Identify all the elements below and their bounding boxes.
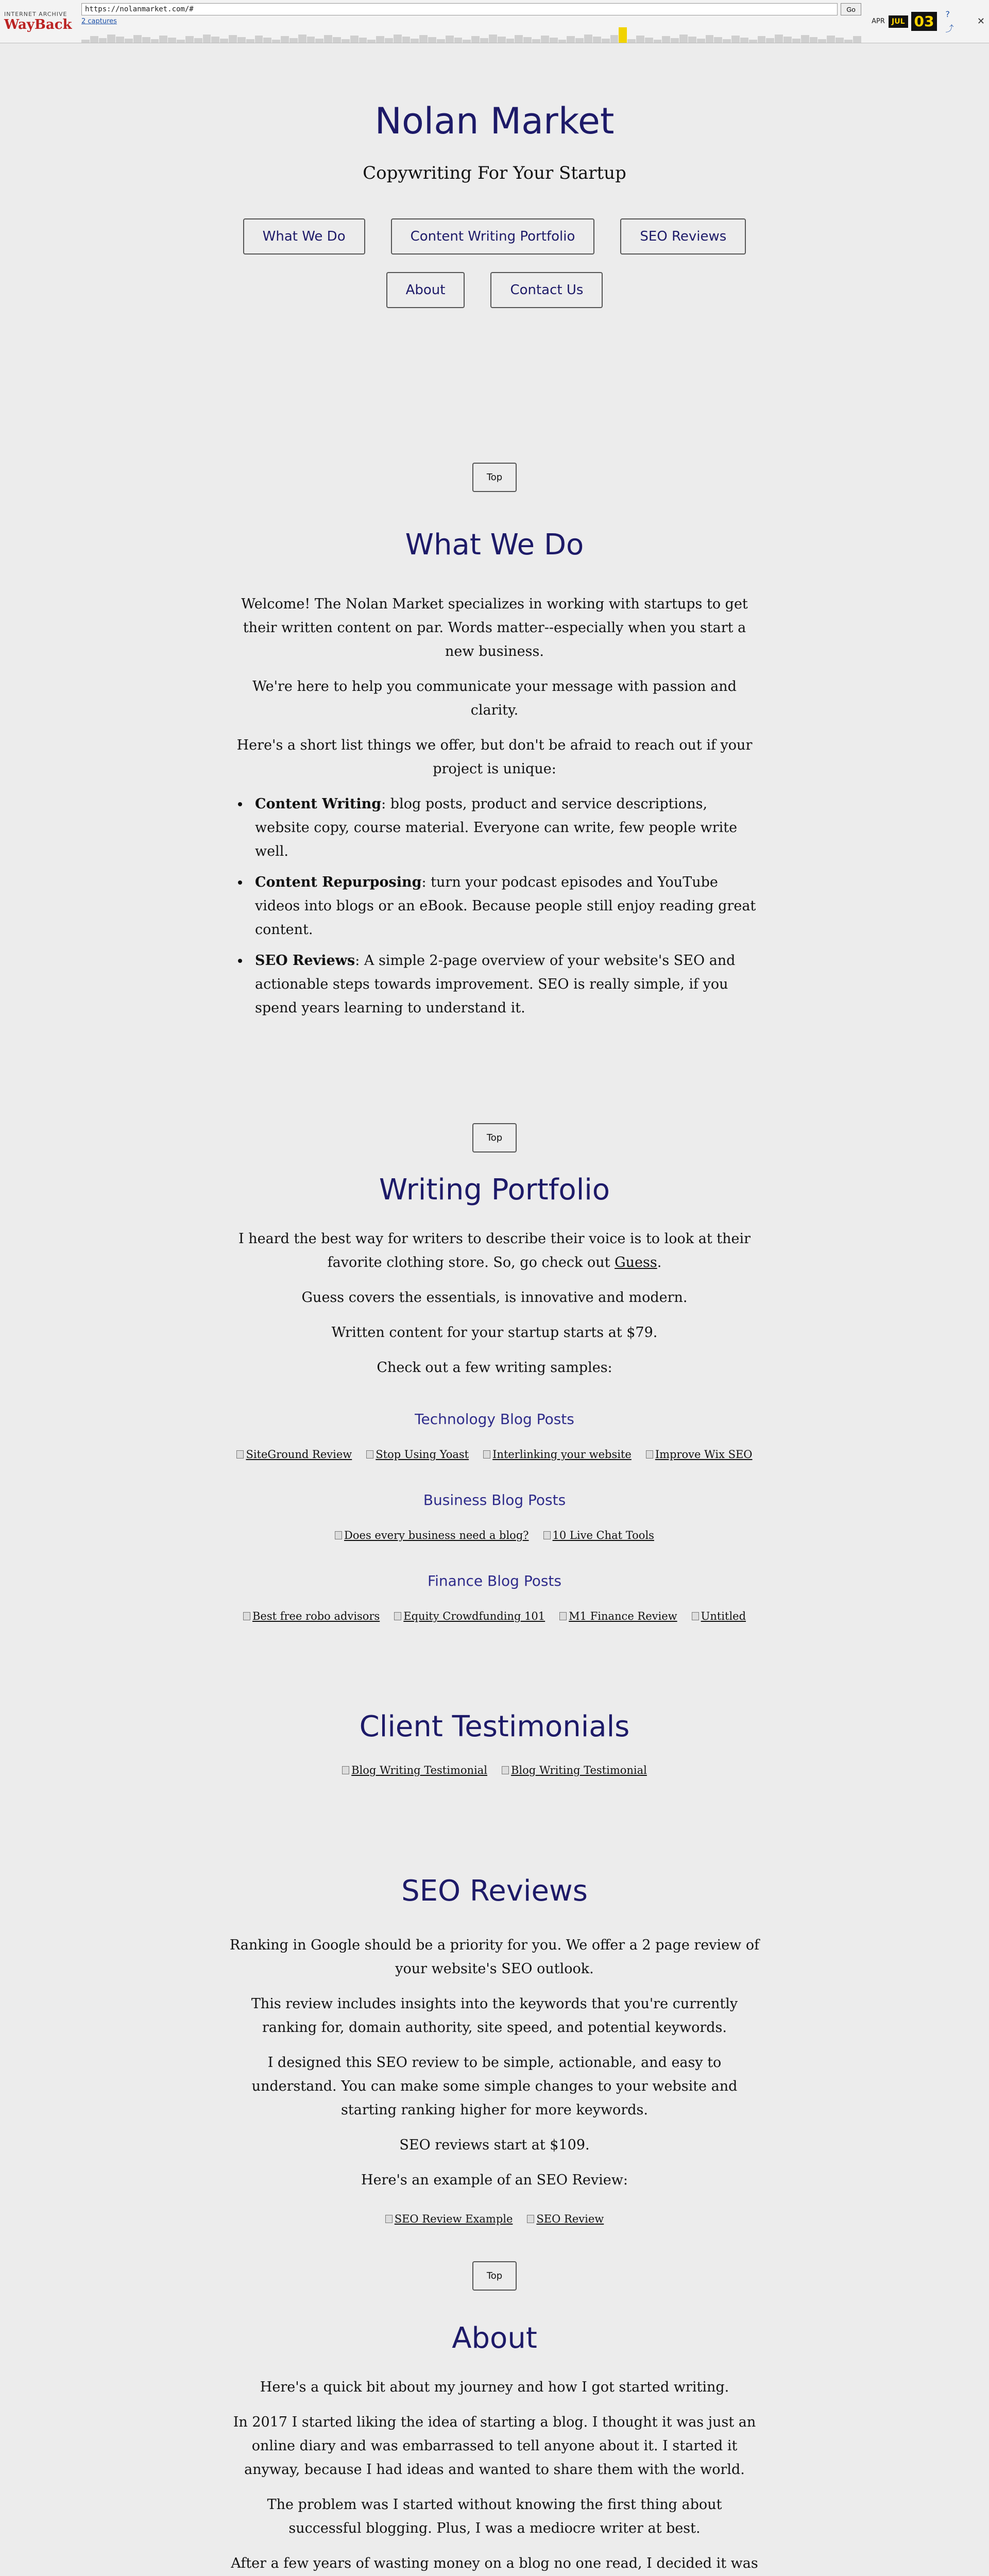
capture-bar [99,38,107,43]
broken-image-icon [502,1766,509,1774]
capture-bar [575,38,584,43]
capture-bar [211,37,219,43]
nav-about[interactable]: About [386,272,465,308]
capture-bar [367,40,376,43]
fin-post-link[interactable] [394,1610,545,1622]
capture-bar [342,39,350,43]
broken-image-icon [394,1612,401,1620]
capture-bar [255,36,263,43]
wayback-logo[interactable] [0,0,77,43]
tech-posts-title: Technology Blog Posts [415,1411,574,1428]
seo-p1: Ranking in Google should be a priority for you. We offer a 2 page review of your website's SEO outlook. [229,1937,760,1977]
capture-bar [636,36,644,43]
fin-post-alt: M1 Finance Review [569,1610,677,1622]
biz-post-alt: 10 Live Chat Tools [552,1529,654,1541]
capture-bar [437,39,445,43]
portfolio-p2: Guess covers the essentials, is innovative and modern. [301,1290,688,1306]
list-item [250,949,760,1020]
testimonials-title: Client Testimonials [359,1710,630,1743]
capture-bar [263,38,271,43]
testimonials-row [229,1764,760,1776]
service-name: Content Writing [255,796,382,812]
seo-p5: Here's an example of an SEO Review: [361,2172,628,2188]
capture-bar [394,35,402,43]
tech-post-alt: SiteGround Review [246,1448,352,1461]
what-we-do-p3: Here's a short list things we offer, but don't be afraid to reach out if your project is unique: [236,737,753,777]
wayback-url-input[interactable] [81,3,838,15]
service-name: Content Repurposing [255,874,422,890]
portfolio-p4: Check out a few writing samples: [377,1360,612,1376]
broken-image-icon [243,1612,250,1620]
broken-image-icon [527,2215,534,2223]
about-p: After a few years of wasting money on a blog no one read, I decided it was [231,2555,758,2571]
nav-row-1 [229,218,760,255]
capture-bar [506,39,515,43]
capture-bar [402,37,411,43]
broken-image-icon [543,1531,551,1539]
capture-bar [177,40,185,43]
fin-post-link[interactable] [692,1610,746,1622]
broken-image-icon [236,1450,244,1459]
share-icon[interactable]: ⤴ [945,23,954,33]
guess-link[interactable]: Guess [615,1255,657,1270]
capture-bar [844,40,852,43]
capture-bar [125,39,133,43]
section-portfolio [229,1123,760,1622]
capture-bar [463,40,471,43]
fin-posts-row [229,1610,760,1622]
capture-bar [593,37,601,43]
tech-post-link[interactable] [366,1448,469,1461]
what-we-do-p2: We're here to help you communicate your message with passion and clarity. [252,679,737,718]
top-button[interactable]: Top [472,2261,517,2291]
capture-bar [810,37,818,43]
wayback-date-nav [865,0,989,43]
wayback-center [77,0,865,43]
wayback-icons [945,9,953,34]
capture-bar [827,36,835,43]
capture-bar [428,37,436,43]
top-button[interactable]: Top [472,463,517,492]
capture-bar [419,35,428,43]
capture-bar [454,38,463,43]
about-p: The problem was I started without knowing the first thing about successful blogging. Plus, I was a mediocre writer at best. [267,2497,722,2536]
service-name: SEO Reviews [255,953,355,969]
capture-bar [818,39,826,43]
capture-bar [749,40,757,43]
seo-review-image[interactable] [385,2213,513,2225]
seo-p4: SEO reviews start at $109. [399,2137,590,2153]
wayback-sparkline[interactable] [81,27,861,43]
top-button[interactable]: Top [472,1123,517,1153]
capture-bar [706,35,714,43]
portfolio-p1 [229,1227,760,1275]
capture-bar [783,37,792,43]
capture-bar [307,37,315,43]
capture-bar [298,35,306,43]
wayback-captures-link[interactable]: 2 captures [81,18,117,25]
portfolio-p3: Written content for your startup starts at $79. [331,1325,658,1341]
capture-bar [133,35,142,43]
tech-post-link[interactable] [483,1448,632,1461]
biz-post-link[interactable] [335,1529,529,1541]
capture-bar [627,39,636,43]
capture-bar [731,36,740,43]
fin-posts-title: Finance Blog Posts [428,1572,561,1589]
broken-image-icon [366,1450,373,1459]
capture-bar [498,37,506,43]
what-we-do-p1: Welcome! The Nolan Market specializes in working with startups to get their written content on par. Words matter--especially when you start a new business. [241,596,748,659]
capture-bar [168,38,176,43]
list-item [250,871,760,942]
services-list [250,792,760,1020]
biz-post-link[interactable] [543,1529,654,1541]
capture-bar [350,36,359,43]
capture-bar [654,40,662,43]
testimonial-alt: Blog Writing Testimonial [351,1764,487,1776]
nav-contact[interactable]: Contact Us [490,272,603,308]
capture-bar [515,35,523,43]
fin-post-alt: Equity Crowdfunding 101 [403,1610,545,1622]
tech-post-alt: Interlinking your website [492,1448,632,1461]
capture-bar [385,38,393,43]
capture-bar [81,40,90,43]
wayback-logo-top: INTERNET ARCHIVE [4,11,67,18]
capture-bar [315,39,323,43]
capture-bar [602,39,610,43]
capture-bar [220,39,228,43]
capture-bar [550,38,558,43]
capture-bar [471,36,480,43]
broken-image-icon [483,1450,490,1459]
about-p: In 2017 I started liking the idea of starting a blog. I thought it was just an online diary and was embarrassed to tell anyone about it. I started it anyway, because I had ideas and wanted to share them with the world. [233,2414,756,2478]
wayback-go-button[interactable]: Go [841,3,861,15]
capture-bar [116,37,124,43]
seo-image-alt: SEO Review Example [394,2213,513,2225]
broken-image-icon [335,1531,342,1539]
capture-bar [376,36,384,43]
seo-p2: This review includes insights into the keywords that you're currently ranking for, domain authority, site speed, and potential keywords. [251,1996,738,2036]
day-current: 03 [911,12,937,31]
fin-post-alt: Untitled [701,1610,746,1622]
biz-posts-row [229,1529,760,1541]
portfolio-p1-end: . [657,1255,662,1270]
capture-bar [272,40,280,43]
capture-bar [740,38,748,43]
section-about [229,2321,760,2576]
capture-bar [237,37,246,43]
capture-bar [333,37,341,43]
testimonial-alt: Blog Writing Testimonial [511,1764,647,1776]
list-item [250,792,760,863]
capture-bar [90,36,98,43]
service-desc: : blog posts, product and service descriptions, website copy, course material. Everyone can write, few people write well. [255,796,738,859]
section-seo-reviews [229,1874,760,2291]
capture-bar [151,39,159,43]
nav-row-2 [229,272,760,308]
seo-p3: I designed this SEO review to be simple, actionable, and easy to understand. You can make some simple changes to your website and starting ranking higher for more keywords. [251,2055,738,2118]
seo-images-row [229,2213,760,2225]
tech-post-alt: Stop Using Yoast [376,1448,469,1461]
seo-title: SEO Reviews [401,1874,588,1908]
capture-bar [801,35,809,43]
site-title: Nolan Market [374,100,615,142]
capture-bar [532,39,540,43]
nav-seo-reviews[interactable]: SEO Reviews [620,218,746,255]
capture-bar [446,36,454,43]
tech-post-link[interactable] [646,1448,753,1461]
capture-bar [541,36,549,43]
capture-bar [142,37,150,43]
seo-review-image[interactable] [527,2213,604,2225]
biz-post-alt: Does every business need a blog? [344,1529,529,1541]
about-p: Here's a quick bit about my journey and how I got started writing. [260,2379,729,2395]
capture-bar [662,36,670,43]
wayback-calendar [869,15,908,28]
service-desc: : turn your podcast episodes and YouTube videos into blogs or an eBook. Because people still enjoy reading great content. [255,874,756,938]
capture-bar [766,38,774,43]
capture-bar [229,35,237,43]
seo-image-alt: SEO Review [536,2213,604,2225]
capture-bar [289,38,298,43]
section-testimonials [229,1710,760,1776]
capture-bar [107,35,115,43]
help-icon[interactable]: ? [945,9,950,19]
fin-post-alt: Best free robo advisors [252,1610,380,1622]
capture-bar [714,37,722,43]
section-what-we-do [229,463,760,1020]
capture-bar [610,35,619,43]
month-prev[interactable]: APR [872,18,885,25]
capture-bar [853,36,861,43]
capture-bar [159,36,167,43]
broken-image-icon [342,1766,349,1774]
capture-bar [758,36,766,43]
wayback-url-row [81,3,861,15]
capture-bar [194,38,202,43]
broken-image-icon [559,1612,567,1620]
capture-bar [688,37,696,43]
nav-what-we-do[interactable]: What We Do [243,218,365,255]
fin-post-link[interactable] [243,1610,380,1622]
capture-bar [489,35,497,43]
testimonial-image[interactable] [342,1764,487,1776]
site-tagline: Copywriting For Your Startup [363,163,626,183]
broken-image-icon [692,1612,699,1620]
capture-bar [281,36,289,43]
month-current: JUL [889,15,908,28]
portfolio-title: Writing Portfolio [379,1173,610,1207]
biz-posts-title: Business Blog Posts [423,1492,566,1509]
capture-bar [246,39,254,43]
capture-bar [523,37,532,43]
capture-bar [324,35,332,43]
capture-bar [835,38,844,43]
broken-image-icon [646,1450,653,1459]
capture-bar [185,36,194,43]
capture-bar [775,35,783,43]
capture-bar [480,38,488,43]
capture-bar [619,27,627,43]
capture-bar [558,40,567,43]
tech-post-link[interactable] [236,1448,352,1461]
tech-posts-row [229,1448,760,1461]
capture-bar [792,39,800,43]
capture-bar [567,36,575,43]
service-desc: : A simple 2-page overview of your website's SEO and actionable steps towards improvement. SEO is really simple, if you spend years learning to understand it. [255,953,736,1016]
testimonial-image[interactable] [502,1764,647,1776]
capture-bar [679,35,688,43]
top-button-wrap [229,2261,760,2291]
tech-post-alt: Improve Wix SEO [655,1448,753,1461]
site-header [229,43,760,308]
capture-bar [359,38,367,43]
capture-bar [411,39,419,43]
capture-bar [697,39,705,43]
capture-bar [203,35,211,43]
wayback-logo-text: WayBack [4,17,72,32]
what-we-do-title: What We Do [405,528,584,562]
nav-portfolio[interactable]: Content Writing Portfolio [391,218,595,255]
broken-image-icon [385,2215,393,2223]
close-icon[interactable]: ✕ [977,16,985,27]
about-title: About [452,2321,537,2355]
capture-bar [671,38,679,43]
capture-bar [645,38,653,43]
capture-bar [723,39,731,43]
page [0,43,989,2576]
capture-bar [584,35,592,43]
fin-post-link[interactable] [559,1610,677,1622]
portfolio-p1-text: I heard the best way for writers to describe their voice is to look at their favorite clothing store. So, go check out [238,1231,751,1270]
wayback-toolbar [0,0,989,43]
